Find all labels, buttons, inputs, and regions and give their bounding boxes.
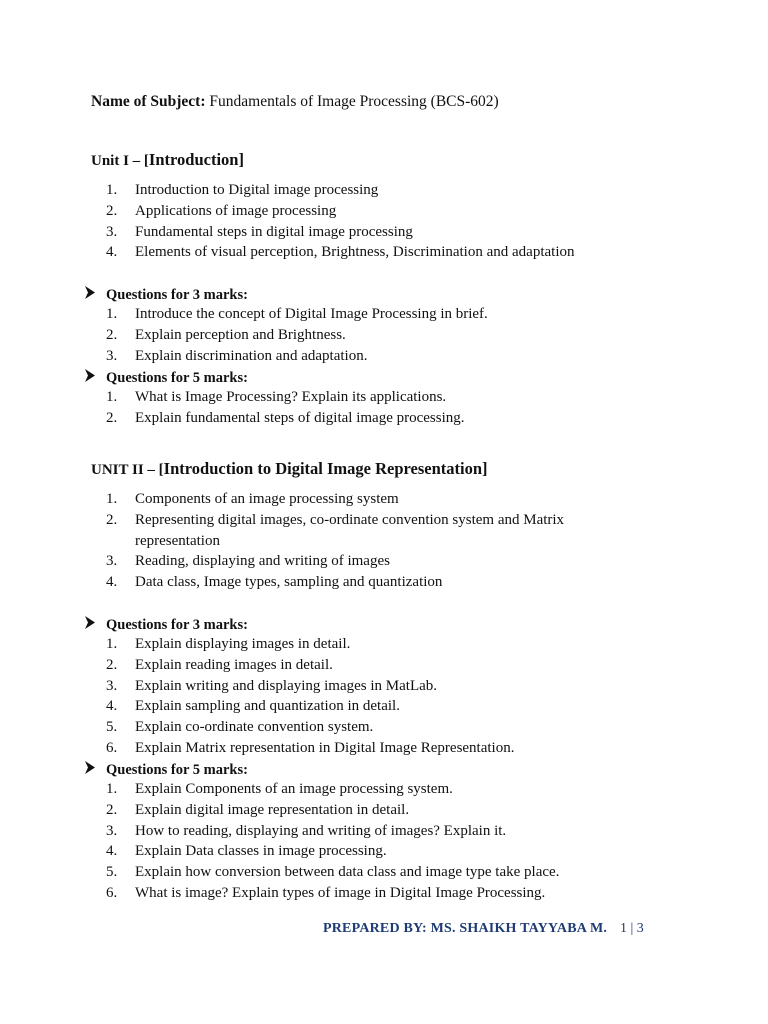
- unit-2-q3-heading: [84, 616, 248, 634]
- list-item-number: 6.: [106, 884, 118, 901]
- list-item: [106, 201, 625, 222]
- list-item: [106, 634, 625, 655]
- list-item-number: 4.: [106, 574, 118, 591]
- list-item-text: Explain fundamental steps of digital image processing.: [135, 409, 465, 426]
- list-item: [106, 510, 625, 552]
- list-item-text: Explain perception and Brightness.: [135, 326, 346, 343]
- list-item: [106, 346, 625, 367]
- arrow-bullet-icon: [84, 761, 106, 779]
- list-item-text: Explain how conversion between data class and image type take place.: [135, 864, 560, 881]
- list-item-text: Fundamental steps in digital image processing: [135, 223, 413, 240]
- list-item-number: 1.: [106, 636, 118, 652]
- list-item: [106, 180, 625, 201]
- list-item: [106, 489, 625, 510]
- list-item-number: 2.: [106, 511, 118, 528]
- list-item: [106, 883, 625, 904]
- unit-2-title: Introduction to Digital Image Representation: [163, 459, 483, 478]
- arrow-bullet-icon: [84, 286, 106, 304]
- list-item-text: What is Image Processing? Explain its applications.: [135, 389, 447, 405]
- list-item-number: 3.: [106, 347, 118, 364]
- list-item-number: 3.: [106, 553, 118, 570]
- unit-2-q5-heading: [84, 761, 248, 779]
- list-item-number: 1.: [106, 389, 118, 405]
- unit-2-heading: [91, 459, 488, 479]
- list-item: [106, 676, 625, 697]
- list-item: [106, 738, 625, 759]
- list-item-text: Explain discrimination and adaptation.: [135, 347, 368, 364]
- unit-2-q3-list: [106, 634, 625, 759]
- page-number: 1 | 3: [620, 921, 644, 936]
- list-item: [106, 387, 625, 408]
- unit-2-q5-label: Questions for 5 marks:: [106, 761, 248, 778]
- list-item-text: Elements of visual perception, Brightness, Discrimination and adaptation: [135, 244, 575, 261]
- list-item-number: 4.: [106, 244, 118, 261]
- unit-2-q5-list: [106, 779, 625, 904]
- list-item-number: 3.: [106, 822, 118, 839]
- unit-1-topics: [106, 180, 625, 263]
- list-item-text: Explain sampling and quantization in detail.: [135, 698, 400, 715]
- list-item-number: 5.: [106, 719, 118, 736]
- unit-1-q5-label: Questions for 5 marks:: [106, 369, 248, 386]
- unit-2-q3-label: Questions for 3 marks:: [106, 616, 248, 633]
- list-item: [106, 696, 625, 717]
- list-item: [106, 551, 625, 572]
- list-item: [106, 717, 625, 738]
- unit-1-q3-list: [106, 304, 625, 366]
- list-item-text: Explain Components of an image processing system.: [135, 781, 453, 797]
- list-item-text: Explain Matrix representation in Digital Image Representation.: [135, 739, 515, 756]
- list-item-text: Explain writing and displaying images in MatLab.: [135, 677, 438, 694]
- list-item-number: 2.: [106, 801, 118, 818]
- list-item-text: Explain digital image representation in detail.: [135, 801, 410, 818]
- list-item-text: Components of an image processing system: [135, 491, 399, 507]
- subject-line: [91, 93, 499, 111]
- list-item-number: 2.: [106, 656, 118, 673]
- unit-1-suffix: ]: [238, 150, 244, 169]
- list-item: [106, 325, 625, 346]
- list-item-number: 1.: [106, 491, 118, 507]
- unit-1-heading: [91, 150, 244, 170]
- unit-1-q5-heading: [84, 369, 248, 387]
- list-item: [106, 408, 625, 429]
- unit-2-topics: [106, 489, 625, 593]
- unit-1-q3-heading: [84, 286, 248, 304]
- list-item-text: How to reading, displaying and writing of images? Explain it.: [135, 822, 507, 839]
- list-item-text: Explain Data classes in image processing.: [135, 843, 387, 860]
- list-item-number: 3.: [106, 223, 118, 240]
- list-item-number: 2.: [106, 326, 118, 343]
- list-item: [106, 572, 625, 593]
- list-item: [106, 242, 625, 263]
- subject-value: Fundamentals of Image Processing (BCS-602): [209, 93, 499, 110]
- list-item-text: Introduce the concept of Digital Image Processing in brief.: [135, 306, 488, 322]
- list-item-text: What is image? Explain types of image in Digital Image Processing.: [135, 884, 546, 901]
- list-item: [106, 800, 625, 821]
- list-item-number: 1.: [106, 781, 118, 797]
- list-item-number: 1.: [106, 306, 118, 322]
- list-item-number: 5.: [106, 864, 118, 881]
- list-item: [106, 779, 625, 800]
- prepared-by-footer: PREPARED BY: MS. SHAIKH TAYYABA M.: [323, 921, 608, 936]
- list-item-text: Applications of image processing: [135, 202, 337, 219]
- list-item-number: 1.: [106, 182, 118, 198]
- unit-1-prefix: Unit I – [: [91, 153, 149, 169]
- list-item-number: 6.: [106, 739, 118, 756]
- list-item: [106, 862, 625, 883]
- list-item-number: 2.: [106, 202, 118, 219]
- subject-label: Name of Subject:: [91, 93, 206, 110]
- list-item-number: 4.: [106, 843, 118, 860]
- list-item: [106, 304, 625, 325]
- list-item-number: 3.: [106, 677, 118, 694]
- list-item-text: Introduction to Digital image processing: [135, 182, 379, 198]
- list-item: [106, 222, 625, 243]
- unit-1-title: Introduction: [148, 150, 239, 169]
- list-item: [106, 655, 625, 676]
- list-item-text: Explain co-ordinate convention system.: [135, 719, 374, 736]
- list-item-text: Data class, Image types, sampling and quantization: [135, 574, 443, 591]
- list-item-number: 4.: [106, 698, 118, 715]
- list-item: [106, 821, 625, 842]
- list-item-text: Reading, displaying and writing of images: [135, 553, 390, 570]
- arrow-bullet-icon: [84, 369, 106, 387]
- list-item-text: Explain reading images in detail.: [135, 656, 333, 673]
- list-item-number: 2.: [106, 409, 118, 426]
- unit-1-q5-list: [106, 387, 625, 429]
- list-item-text: Explain displaying images in detail.: [135, 636, 351, 652]
- unit-2-suffix: ]: [482, 459, 488, 478]
- list-item: [106, 841, 625, 862]
- arrow-bullet-icon: [84, 616, 106, 634]
- unit-1-q3-label: Questions for 3 marks:: [106, 286, 248, 303]
- unit-2-prefix: UNIT II – [: [91, 462, 164, 478]
- list-item-text: Representing digital images, co-ordinate convention system and Matrix representation: [135, 511, 565, 549]
